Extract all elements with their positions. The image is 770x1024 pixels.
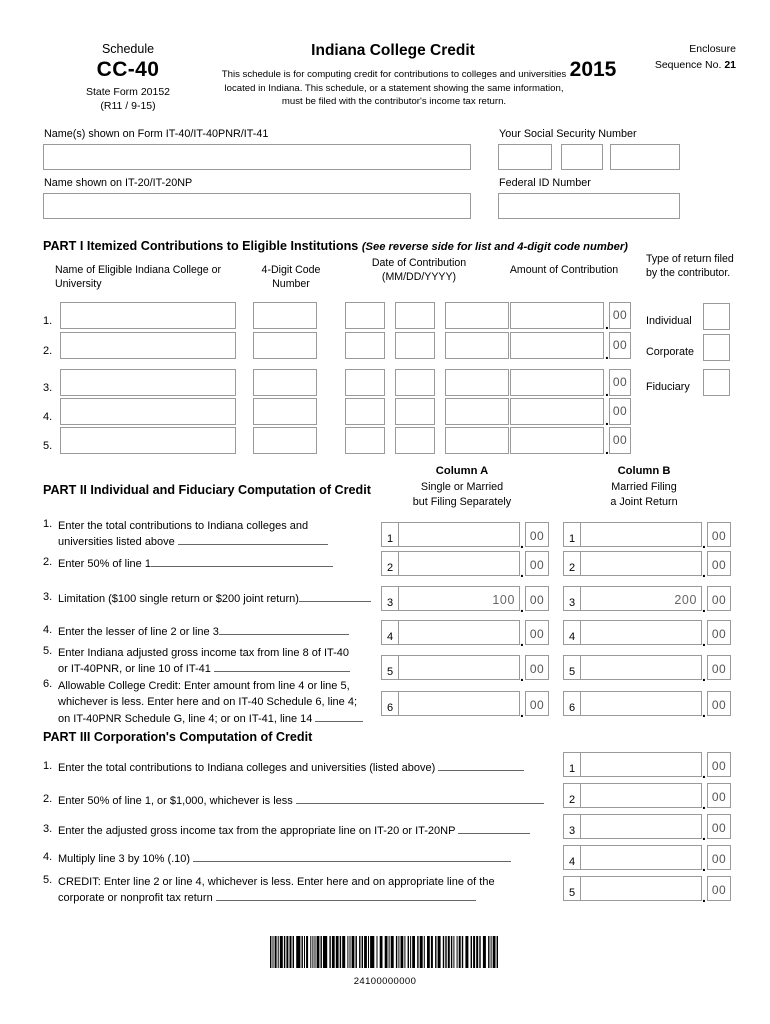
part3-line1-line-number: 1 [563, 752, 580, 777]
part2-column-a-line2-cents-field: 00 [525, 551, 549, 576]
part2-column-a-line5-line-number: 5 [381, 655, 398, 680]
part2-line-text-segment: on IT-40PNR Schedule G, line 4; or on IT-41, line 14 [58, 712, 316, 725]
part1-decimal-point: . [605, 346, 609, 362]
part1-institution-name-input[interactable] [60, 302, 236, 329]
part2-column-b-line6-cents-field: 00 [707, 691, 731, 716]
part1-institution-name-input[interactable] [60, 332, 236, 359]
part2-column-b-line2-input[interactable] [580, 551, 702, 576]
column-b-sub1: Married Filing [611, 480, 677, 493]
part2-line-text [58, 678, 388, 727]
part1-cents-field: 00 [609, 302, 631, 329]
part2-column-b-line3-group [563, 586, 732, 615]
sequence-number: 21 [724, 58, 736, 71]
part3-line5-line-number: 5 [563, 876, 580, 901]
part2-line-leader [315, 711, 363, 722]
part2-line-text-row1 [58, 678, 388, 694]
part2-line-text-row2 [58, 661, 388, 677]
part3-line-leader [296, 793, 544, 804]
part1-code-input[interactable] [253, 427, 317, 454]
part1-cents-field: 00 [609, 332, 631, 359]
part2-column-a-line2-line-number: 2 [381, 551, 398, 576]
tax-year: 2015 [569, 58, 617, 81]
part3-line-text-segment: Enter 50% of line 1, or $1,000, whichever is less [58, 795, 296, 807]
part3-line-text-segment: Enter the total contributions to Indiana colleges and universities (listed above) [58, 762, 439, 774]
sequence-line [610, 58, 736, 74]
part3-line2-decimal-point: . [702, 796, 706, 812]
part3-line-text-segment: CREDIT: Enter line 2 or line 4, whichever is less. Enter here and on appropriate line of the [58, 876, 495, 888]
part2-line-text-segment: whichever is less. Enter here and on IT-40 Schedule 6, line 4; [58, 696, 358, 709]
part2-column-a-line1-cents-field: 00 [525, 522, 549, 547]
part2-column-a-line1-input[interactable] [398, 522, 520, 547]
part3-line4-cents-field: 00 [707, 845, 731, 870]
schedule-code: CC-40 [96, 57, 160, 81]
part3-line-text [58, 760, 558, 776]
part2-column-b-line3-line-number: 3 [563, 586, 580, 611]
part2-column-a-header [382, 464, 542, 511]
part1-code-input[interactable] [253, 302, 317, 329]
part2-line-leader [299, 591, 371, 602]
part2-column-a-line2-decimal-point: . [520, 564, 524, 580]
part1-amount-input[interactable] [510, 369, 604, 396]
part3-line-text-segment: corporate or nonprofit tax return [58, 892, 216, 905]
part2-line-leader [151, 556, 333, 567]
part1-heading [43, 239, 628, 253]
part2-column-b-line4-group [563, 620, 732, 649]
part1-amount-input[interactable] [510, 302, 604, 329]
part2-line-number: 1. [43, 518, 53, 530]
sequence-label: Sequence No. [654, 58, 722, 71]
column-a-sub1: Single or Married [420, 480, 504, 493]
part3-line-leader [216, 890, 476, 901]
part2-column-b-line4-cents-field: 00 [707, 620, 731, 645]
part1-date-year-input[interactable] [445, 369, 509, 396]
part2-column-b-line3-cents-field: 00 [707, 586, 731, 611]
part2-column-b-line5-input[interactable] [580, 655, 702, 680]
part3-line-text-row1 [58, 760, 558, 776]
part2-column-b-line2-line-number: 2 [563, 551, 580, 576]
barcode-block [268, 936, 502, 987]
part1-date-day-input[interactable] [395, 427, 435, 454]
name-label-individual: Name(s) shown on Form IT-40/IT-40PNR/IT-41 [44, 128, 269, 140]
name-input-corporate[interactable] [43, 193, 471, 219]
part2-column-b-line5-group [563, 655, 732, 684]
part1-decimal-point: . [605, 316, 609, 332]
part3-line5-decimal-point: . [702, 889, 706, 905]
part1-date-year-input[interactable] [445, 332, 509, 359]
enclosure-block [610, 42, 736, 74]
part2-column-a-line4-group [381, 620, 550, 649]
part2-column-b-line2-cents-field: 00 [707, 551, 731, 576]
part2-column-b-line1-decimal-point: . [702, 535, 706, 551]
column-a-sub2: but Filing Separately [412, 496, 512, 509]
part1-date-day-input[interactable] [395, 332, 435, 359]
part2-line-number: 3. [43, 591, 53, 603]
part1-institution-name-input[interactable] [60, 427, 236, 454]
name-input-individual[interactable] [43, 144, 471, 170]
part1-col-header-code: 4-Digit Code Number [261, 264, 321, 290]
part1-col-header-date: Date of Contribution (MM/DD/YYYY) [371, 257, 467, 283]
part2-line-number: 6. [43, 678, 53, 690]
part2-line-text-segment: Enter the lesser of line 2 or line 3 [58, 626, 219, 638]
part2-line-text-row2 [58, 534, 388, 550]
part2-column-b-line4-input[interactable] [580, 620, 702, 645]
part2-column-b-line6-decimal-point: . [702, 704, 706, 720]
part3-line5-input[interactable] [580, 876, 702, 901]
part2-column-a-line4-decimal-point: . [520, 633, 524, 649]
return-type-label: Corporate [646, 346, 695, 358]
part3-heading: PART III Corporation's Computation of Credit [43, 730, 313, 744]
part3-line-number: 4. [43, 851, 53, 863]
part3-line4-decimal-point: . [702, 858, 706, 874]
part3-line-text [58, 874, 558, 907]
part1-amount-input[interactable] [510, 398, 604, 425]
part1-heading-note: (See reverse side for list and 4-digit code number) [361, 241, 628, 253]
part2-line-text [58, 591, 388, 607]
part2-column-b-line6-input[interactable] [580, 691, 702, 716]
part1-col-header-name: Name of Eligible Indiana College or University [55, 264, 222, 290]
part2-column-b-line3-decimal-point: . [702, 599, 706, 615]
part2-column-a-line4-cents-field: 00 [525, 620, 549, 645]
form-identifier-block [38, 42, 218, 112]
part3-line2-group [563, 783, 732, 812]
part1-date-day-input[interactable] [395, 398, 435, 425]
part2-column-a-line3-line-number: 3 [381, 586, 398, 611]
part1-date-year-input[interactable] [445, 302, 509, 329]
part2-column-a-line3-cents-field: 00 [525, 586, 549, 611]
federal-id-input[interactable] [498, 193, 680, 219]
part2-line-text [58, 645, 388, 678]
part2-column-a-line3-decimal-point: . [520, 599, 524, 615]
part3-line-text-row1 [58, 823, 558, 839]
part3-line2-input[interactable] [580, 783, 702, 808]
enclosure-label: Enclosure [689, 43, 736, 55]
part3-line1-decimal-point: . [702, 765, 706, 781]
part2-column-a-line5-cents-field: 00 [525, 655, 549, 680]
part3-line3-line-number: 3 [563, 814, 580, 839]
part2-column-a-line5-input[interactable] [398, 655, 520, 680]
part2-heading: PART II Individual and Fiduciary Computation of Credit [43, 483, 371, 497]
part3-line-leader [193, 851, 511, 862]
part2-line-number: 5. [43, 645, 53, 657]
part3-line4-input[interactable] [580, 845, 702, 870]
part2-line-text [58, 518, 388, 551]
part3-line3-input[interactable] [580, 814, 702, 839]
part1-date-day-input[interactable] [395, 302, 435, 329]
ssn-input-part1[interactable] [498, 144, 552, 170]
part1-institution-name-input[interactable] [60, 369, 236, 396]
part3-line2-line-number: 2 [563, 783, 580, 808]
part2-line-text-row1 [58, 556, 388, 572]
part1-row-number: 5. [43, 440, 53, 452]
part3-line-text [58, 823, 558, 839]
barcode-image [268, 936, 502, 968]
part3-line4-group [563, 845, 732, 874]
form-description: This schedule is for computing credit for contributions to colleges and universities located in Indiana. This schedule, or a statement showing the same information, must be filed with the contributor's income tax return. [221, 69, 567, 108]
ssn-input-part2[interactable] [561, 144, 603, 170]
part1-row-number: 4. [43, 411, 53, 423]
part2-line-text-row1 [58, 645, 388, 661]
part3-line5-cents-field: 00 [707, 876, 731, 901]
part1-date-month-input[interactable] [345, 398, 385, 425]
part2-line-leader [219, 624, 349, 635]
part1-code-input[interactable] [253, 332, 317, 359]
return-type-label: Individual [646, 315, 692, 327]
part2-column-b-line2-decimal-point: . [702, 564, 706, 580]
part2-column-a-line3-group [381, 586, 550, 615]
part2-line-text-segment: Enter the total contributions to Indiana colleges and [58, 520, 309, 532]
part2-column-a-line6-group [381, 691, 550, 720]
part1-row-number: 2. [43, 345, 53, 357]
part1-date-month-input[interactable] [345, 302, 385, 329]
part2-column-a-line3-input[interactable]: 100 [398, 586, 520, 611]
part3-line-text-row1 [58, 851, 558, 867]
part2-line-text-segment: Limitation ($100 single return or $200 joint return) [58, 593, 299, 605]
part3-line-leader [438, 760, 524, 771]
part2-line-text-segment: Enter 50% of line 1 [58, 558, 151, 570]
part2-line-text [58, 624, 388, 640]
part2-column-a-line6-input[interactable] [398, 691, 520, 716]
part2-column-b-line2-group [563, 551, 732, 580]
part2-line-text-segment: universities listed above [58, 536, 178, 549]
part2-line-text-row1 [58, 624, 388, 640]
part3-line5-group [563, 876, 732, 905]
part2-line-text-segment: Allowable College Credit: Enter amount from line 4 or line 5, [58, 680, 350, 692]
page-title: Indiana College Credit [311, 42, 475, 59]
part2-column-b-line1-cents-field: 00 [707, 522, 731, 547]
column-a-title: Column A [435, 465, 489, 477]
part2-column-a-line2-group [381, 551, 550, 580]
part2-line-leader [178, 534, 328, 545]
part2-column-a-line4-input[interactable] [398, 620, 520, 645]
part2-column-a-line1-group [381, 522, 550, 551]
part1-decimal-point: . [605, 383, 609, 399]
part3-line-text-segment: Enter the adjusted gross income tax from the appropriate line on IT-20 or IT-20NP [58, 825, 459, 837]
part1-amount-input[interactable] [510, 332, 604, 359]
part1-date-month-input[interactable] [345, 369, 385, 396]
part2-column-a-line5-decimal-point: . [520, 668, 524, 684]
part2-column-b-line4-line-number: 4 [563, 620, 580, 645]
return-type-checkbox-fiduciary[interactable] [703, 369, 730, 396]
part1-code-input[interactable] [253, 369, 317, 396]
part2-column-b-header [564, 464, 724, 511]
part3-line-text-row2 [58, 890, 558, 906]
federal-id-label: Federal ID Number [499, 177, 591, 189]
part3-line1-group [563, 752, 732, 781]
part2-line-number: 4. [43, 624, 53, 636]
state-form-number: State Form 20152 [85, 85, 171, 98]
part2-column-a-line6-cents-field: 00 [525, 691, 549, 716]
part2-line-leader [214, 661, 350, 672]
part1-cents-field: 00 [609, 427, 631, 454]
part2-column-a-line6-line-number: 6 [381, 691, 398, 716]
part2-column-a-line5-group [381, 655, 550, 684]
part3-line-leader [458, 823, 530, 834]
part1-date-day-input[interactable] [395, 369, 435, 396]
part2-line-text-row1 [58, 591, 388, 607]
part2-column-b-line5-line-number: 5 [563, 655, 580, 680]
part2-column-b-line5-decimal-point: . [702, 668, 706, 684]
part1-row-number: 3. [43, 382, 53, 394]
part3-line-text-row1 [58, 874, 558, 890]
part2-column-b-line6-line-number: 6 [563, 691, 580, 716]
part3-line1-input[interactable] [580, 752, 702, 777]
part1-date-year-input[interactable] [445, 398, 509, 425]
part2-line-number: 2. [43, 556, 53, 568]
part1-cents-field: 00 [609, 369, 631, 396]
part3-line-number: 5. [43, 874, 53, 886]
part2-column-b-line6-group [563, 691, 732, 720]
part3-line-text-row1 [58, 793, 558, 809]
part3-line-text [58, 793, 558, 809]
part2-column-a-line1-decimal-point: . [520, 535, 524, 551]
part3-line-number: 2. [43, 793, 53, 805]
column-b-title: Column B [617, 465, 671, 477]
part3-line3-cents-field: 00 [707, 814, 731, 839]
revision-number: (R11 / 9-15) [100, 99, 156, 112]
part2-column-b-line5-cents-field: 00 [707, 655, 731, 680]
part3-line3-decimal-point: . [702, 827, 706, 843]
return-type-checkbox-corporate[interactable] [703, 334, 730, 361]
part2-column-b-line4-decimal-point: . [702, 633, 706, 649]
part1-heading-text: PART I Itemized Contributions to Eligible Institutions [43, 239, 359, 253]
part2-line-text-row2 [58, 694, 388, 710]
part2-column-b-line1-line-number: 1 [563, 522, 580, 547]
part1-col-header-type: Type of return filed by the contributor. [646, 253, 734, 279]
part3-line1-cents-field: 00 [707, 752, 731, 777]
part2-column-b-line3-input[interactable]: 200 [580, 586, 702, 611]
part2-column-a-line2-input[interactable] [398, 551, 520, 576]
part2-line-text [58, 556, 388, 572]
part2-column-a-line4-line-number: 4 [381, 620, 398, 645]
part2-line-text-segment: or IT-40PNR, or line 10 of IT-41 [58, 663, 214, 676]
part3-line3-group [563, 814, 732, 843]
part2-column-b-line1-input[interactable] [580, 522, 702, 547]
part3-line-text-segment: Multiply line 3 by 10% (.10) [58, 853, 194, 865]
part2-line-text-row3 [58, 711, 388, 727]
part3-line-number: 1. [43, 760, 53, 772]
barcode-number: 24100000000 [353, 976, 417, 987]
part3-line4-line-number: 4 [563, 845, 580, 870]
part1-date-month-input[interactable] [345, 332, 385, 359]
name-label-corporate: Name shown on IT-20/IT-20NP [44, 177, 193, 189]
part1-code-input[interactable] [253, 398, 317, 425]
part1-row-number: 1. [43, 315, 53, 327]
return-type-checkbox-individual[interactable] [703, 303, 730, 330]
part3-line-number: 3. [43, 823, 53, 835]
part1-date-year-input[interactable] [445, 427, 509, 454]
part2-column-a-line6-decimal-point: . [520, 704, 524, 720]
part3-line2-cents-field: 00 [707, 783, 731, 808]
part1-cents-field: 00 [609, 398, 631, 425]
part2-line-text-segment: Enter Indiana adjusted gross income tax from line 8 of IT-40 [58, 647, 350, 659]
part1-decimal-point: . [605, 412, 609, 428]
return-type-label: Fiduciary [646, 381, 690, 393]
schedule-word: Schedule [101, 42, 155, 56]
part3-line-text [58, 851, 558, 867]
part2-line-text-row1 [58, 518, 388, 534]
part1-institution-name-input[interactable] [60, 398, 236, 425]
part1-decimal-point: . [605, 441, 609, 457]
part1-date-month-input[interactable] [345, 427, 385, 454]
part1-col-header-amount: Amount of Contribution [509, 264, 619, 276]
ssn-label: Your Social Security Number [499, 128, 637, 140]
column-b-sub2: a Joint Return [610, 496, 678, 509]
part2-column-b-line1-group [563, 522, 732, 551]
part1-amount-input[interactable] [510, 427, 604, 454]
part2-column-a-line1-line-number: 1 [381, 522, 398, 547]
ssn-input-part3[interactable] [610, 144, 680, 170]
